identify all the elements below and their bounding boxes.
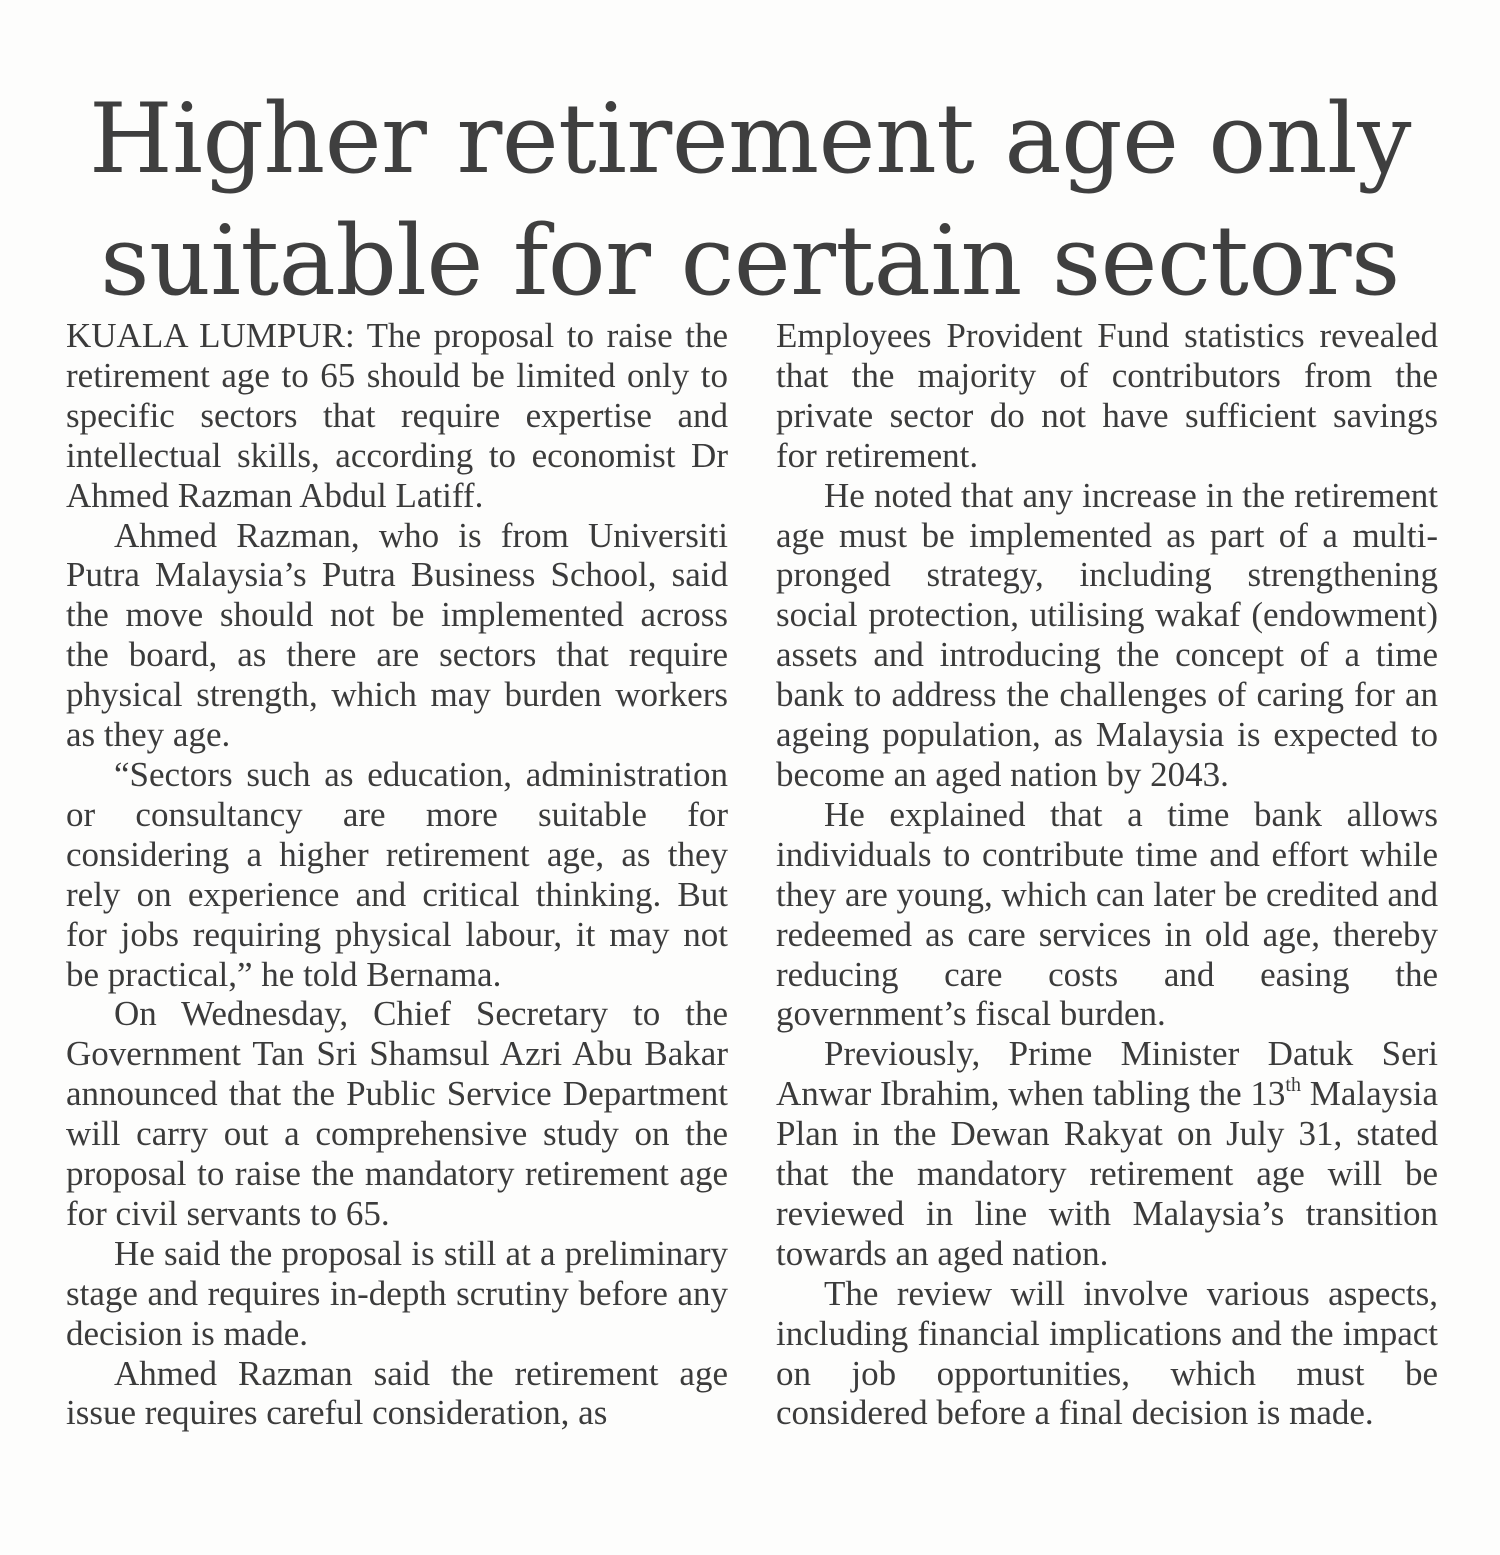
headline-line-2: suitable for certain sectors bbox=[100, 205, 1400, 317]
headline-line-1: Higher retirement age only bbox=[89, 83, 1411, 195]
left-column bbox=[66, 316, 728, 1433]
paragraph-continued: Employees Provident Fund statistics revealed that the majority of contributors from the private sector do not have sufficient savings for retirement. bbox=[776, 316, 1438, 475]
paragraph-quote: “Sectors such as education, administration or consultancy are more suitable for considering a higher retirement age, as they rely on experience and critical thinking. But for jobs requiring physical labour, it may not be practical,” he told Bernama. bbox=[66, 754, 728, 994]
paragraph-lead: KUALA LUMPUR: The proposal to raise the retirement age to 65 should be limited only to specific sectors that require expertise and intellectual skills, according to economist Dr Ahmed Razman Abdul Latiff. bbox=[66, 316, 728, 515]
right-column bbox=[776, 316, 1438, 1433]
paragraph: He explained that a time bank allows individuals to contribute time and effort while they are young, which can later be credited and redeemed as care services in old age, thereby reducing care costs and easing the government’s fiscal burden. bbox=[776, 794, 1438, 1034]
plan-text-before: Previously, Prime Minister Datuk Seri Anwar Ibrahim, when tabling the 13 bbox=[776, 1034, 1438, 1114]
paragraph-closing: The review will involve various aspects, including financial implications and the impact on job opportunities, which must be considered before a final decision is made. bbox=[776, 1273, 1438, 1433]
paragraph: Ahmed Razman said the retirement age issue requires careful consideration, as bbox=[66, 1353, 728, 1433]
paragraph-plan bbox=[776, 1034, 1438, 1273]
plan-text-after: Malaysia Plan in the Dewan Rakyat on July 31, stated that the mandatory retirement age will be reviewed in line with Malaysia’s transition towards an aged nation. bbox=[776, 1074, 1439, 1273]
paragraph: Ahmed Razman, who is from Universiti Putra Malaysia’s Putra Business School, said the move should not be implemented across the board, as there are sectors that require physical strength, which may burden workers as they age. bbox=[66, 515, 728, 755]
headline bbox=[40, 78, 1460, 322]
paragraph: On Wednesday, Chief Secretary to the Government Tan Sri Shamsul Azri Abu Bakar announced that the Public Service Department will carry out a comprehensive study on the proposal to raise the mandatory retirement age for civil servants to 65. bbox=[66, 994, 728, 1233]
ordinal-superscript: th bbox=[1285, 1074, 1301, 1097]
paragraph: He said the proposal is still at a preliminary stage and requires in-depth scrutiny before any decision is made. bbox=[66, 1233, 728, 1353]
paragraph: He noted that any increase in the retirement age must be implemented as part of a multi-pronged strategy, including strengthening social protection, utilising wakaf (endowment) assets and introducing the concept of a time bank to address the challenges of caring for an ageing population, as Malaysia is expected to become an aged nation by 2043. bbox=[776, 475, 1438, 794]
